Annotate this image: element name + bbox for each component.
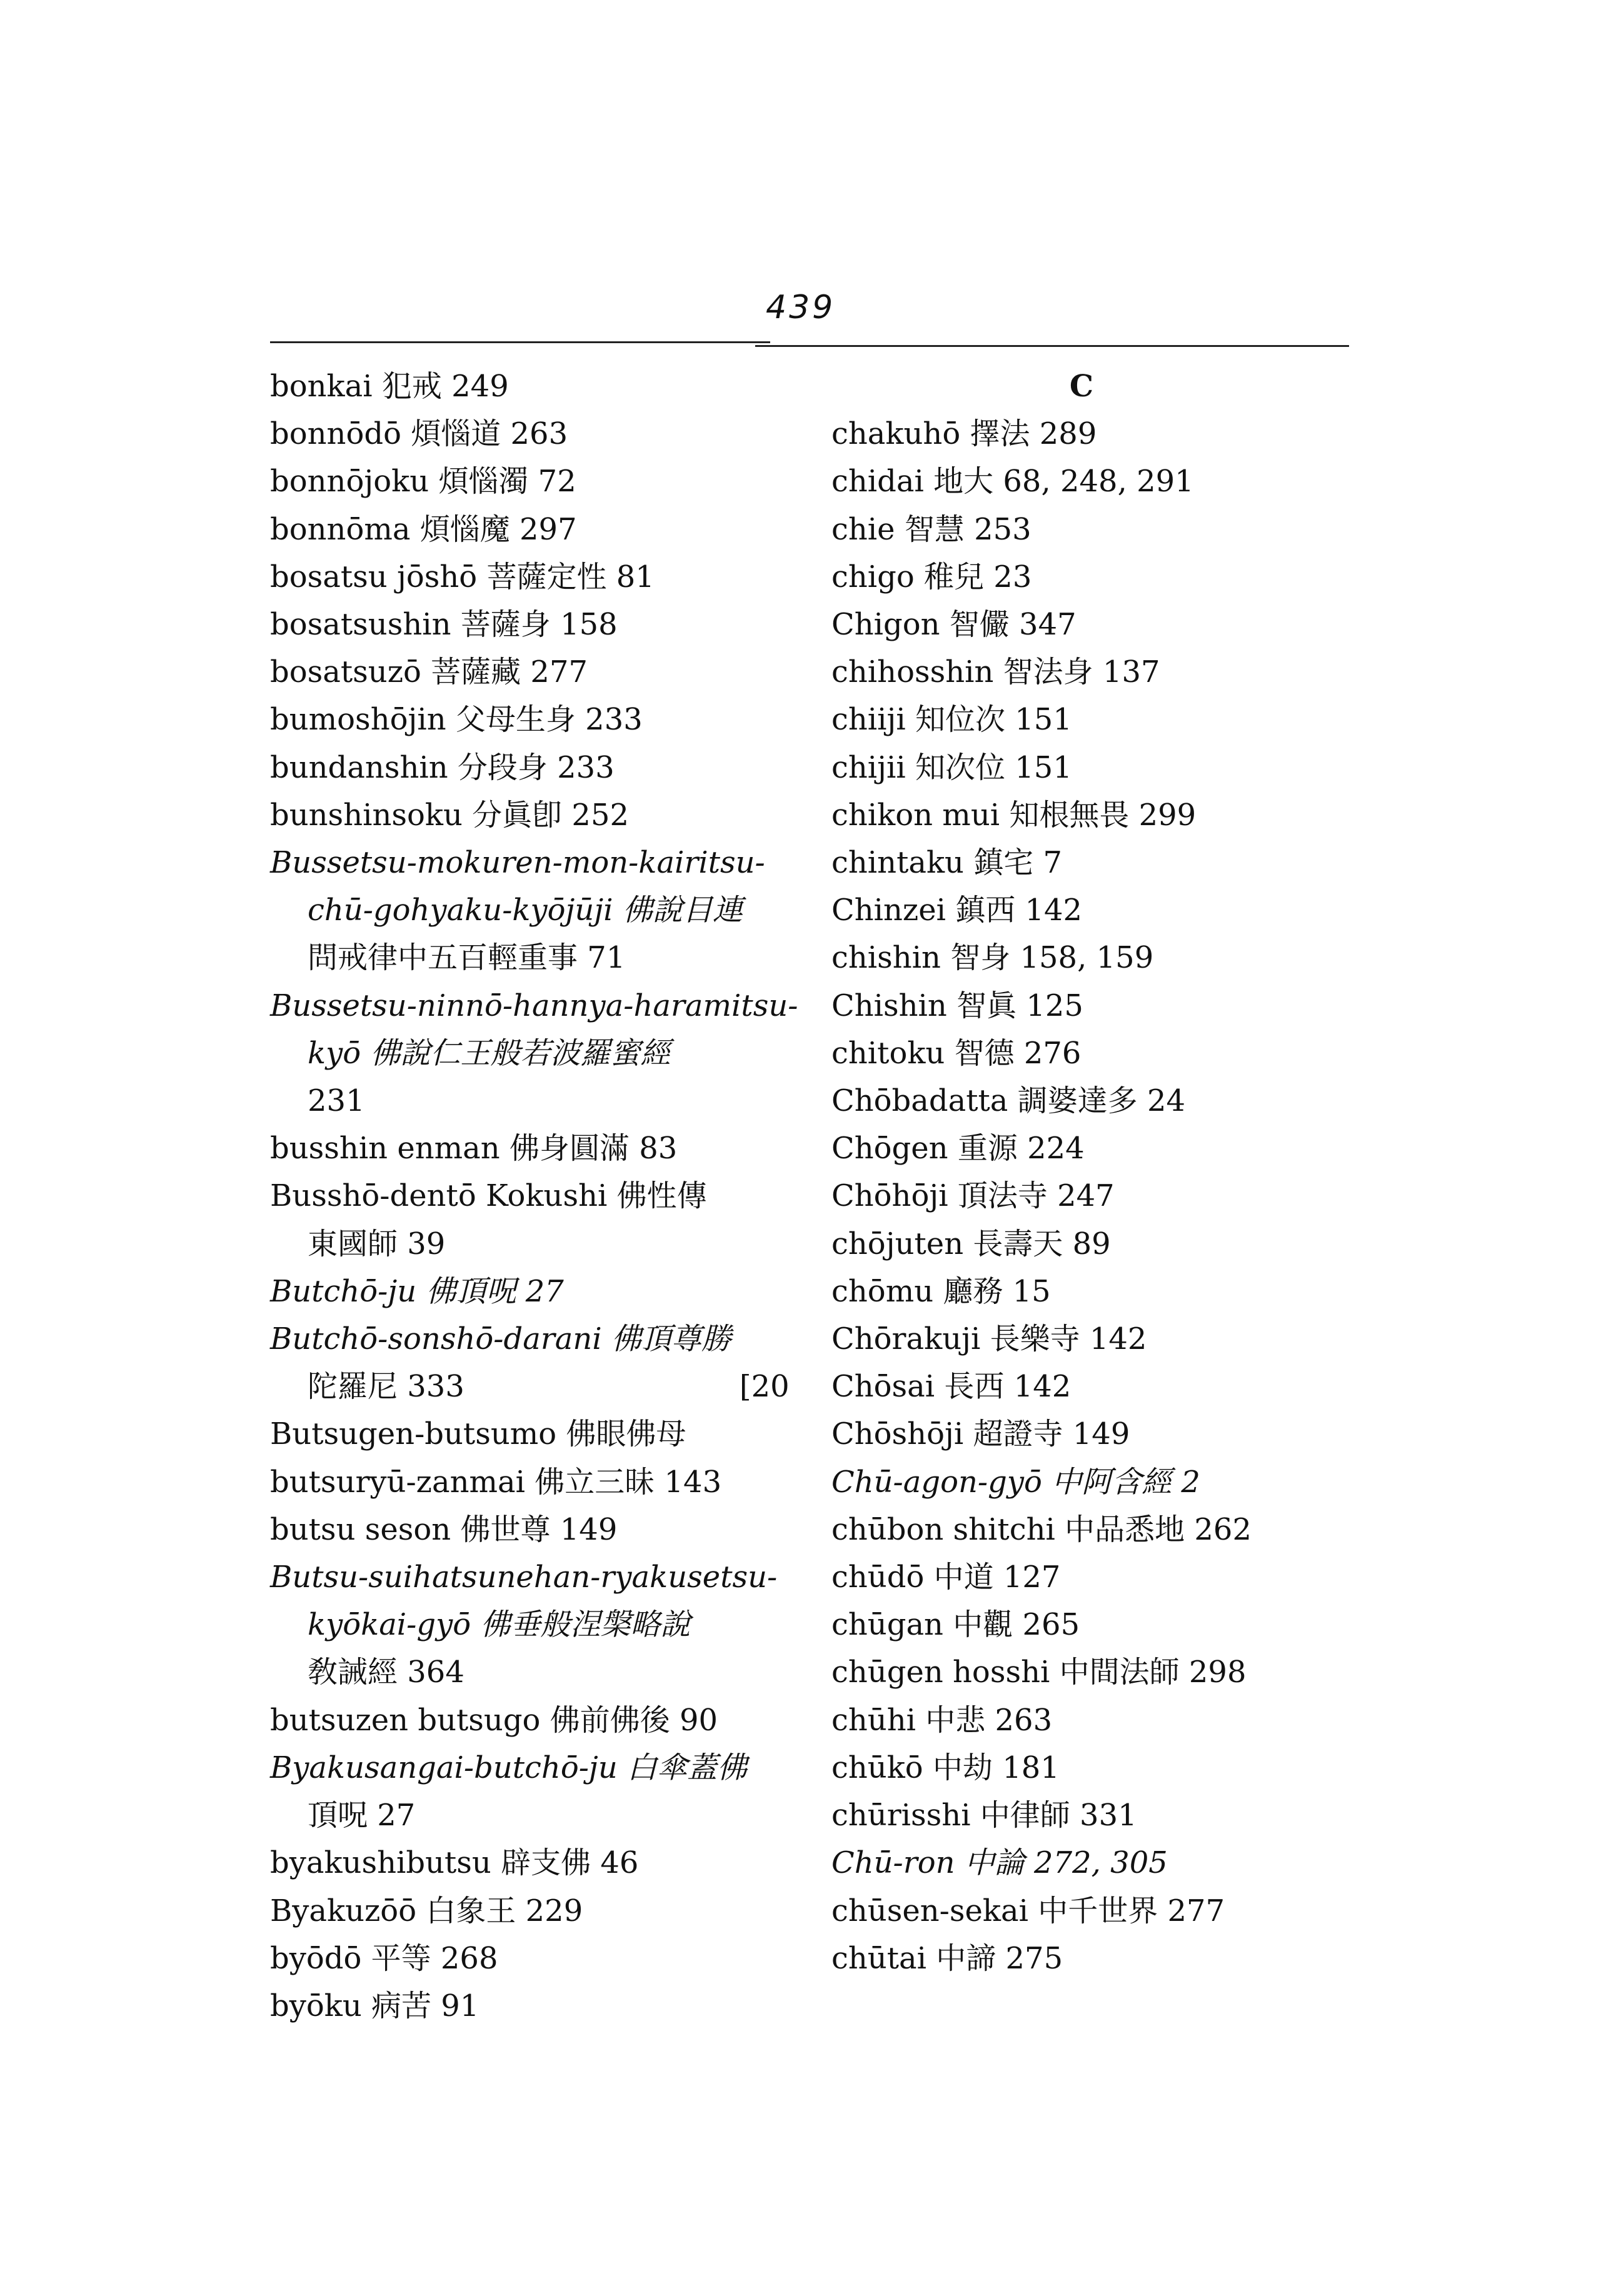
index-entry: Byakuzōō 白象王 229 [270,1893,583,1928]
index-entry: Bussetsu-ninnō-hannya-haramitsu- [270,988,798,1023]
index-entry-continued: 敎誡經 364 [308,1655,464,1690]
index-entry: bumoshōjin 父母生身 233 [270,702,643,738]
index-entry: chūhi 中悲 263 [831,1702,1053,1738]
index-entry-text: 陀羅尼 333 [308,1369,464,1405]
index-entry: bosatsushin 菩薩身 158 [270,607,618,643]
index-entry: chūtai 中諦 275 [831,1940,1063,1976]
index-entry: chishin 智身 158, 159 [831,940,1154,976]
index-entry: bonnōjoku 煩惱濁 72 [270,464,576,499]
index-entry: byōku 病苦 91 [270,1988,479,2023]
index-entry: bonkai 犯戒 249 [270,369,509,404]
index-entry: Chishin 智眞 125 [831,988,1083,1023]
index-column-left [270,363,820,2030]
index-entry: chintaku 鎮宅 7 [831,845,1063,881]
index-entry: chūgan 中觀 265 [831,1607,1080,1643]
index-entry: butsuzen butsugo 佛前佛後 90 [270,1702,718,1738]
index-entry-continued: 231 [308,1083,365,1119]
index-column-right [831,363,1407,1982]
index-entry: chūsen-sekai 中千世界 277 [831,1893,1225,1928]
index-entry: butsuryū-zanmai 佛立三昧 143 [270,1464,722,1500]
index-entry: chie 智慧 253 [831,511,1031,547]
index-entry: Butchō-ju 佛頂呪 27 [270,1273,564,1309]
index-entry: busshin enman 佛身圓滿 83 [270,1131,678,1166]
index-entry: chūgen hosshi 中間法師 298 [831,1655,1247,1690]
index-entry: bosatsuzō 菩薩藏 277 [270,654,588,690]
index-entry: Chū-agon-gyō 中阿含經 2 [831,1464,1200,1500]
index-entry: chōjuten 長壽天 89 [831,1226,1111,1261]
index-entry-continued [270,1363,820,1410]
index-entry: Chōsai 長西 142 [831,1369,1071,1405]
index-entry: Chinzei 鎮西 142 [831,893,1083,928]
index-entry: bonnōma 煩惱魔 297 [270,511,577,547]
index-entry: chikon mui 知根無畏 299 [831,797,1197,833]
index-entry: chigo 稚兒 23 [831,559,1032,594]
index-entry: byōdō 平等 268 [270,1940,498,1976]
index-entry: chūdō 中道 127 [831,1560,1061,1595]
header-rule-right [755,345,1349,347]
index-entry: Chōgen 重源 224 [831,1131,1085,1166]
index-entry: butsu seson 佛世尊 149 [270,1511,618,1547]
index-entry: bunshinsoku 分眞卽 252 [270,797,630,833]
index-entry: chōmu 廳務 15 [831,1273,1051,1309]
index-entry: Chōrakuji 長樂寺 142 [831,1321,1147,1357]
index-entry-continued: chū-gohyaku-kyōjūji 佛說目連 [308,893,743,928]
index-entry: chiiji 知位次 151 [831,702,1072,738]
index-entry: chūrisshi 中律師 331 [831,1798,1137,1833]
index-entry-continued: kyōkai-gyō 佛垂般涅槃略說 [308,1607,691,1643]
index-entry: Chigon 智儼 347 [831,607,1076,643]
index-entry: bosatsu jōshō 菩薩定性 81 [270,559,655,594]
index-entry-continued: 東國師 39 [308,1226,446,1261]
margin-fragment: [20 [739,1369,790,1405]
index-entry: Bussetsu-mokuren-mon-kairitsu- [270,845,765,881]
index-entry-continued: 問戒律中五百輕重事 71 [308,940,626,976]
index-entry: bonnōdō 煩惱道 263 [270,416,568,452]
index-entry: chitoku 智德 276 [831,1035,1082,1071]
index-entry-continued: 頂呪 27 [308,1798,416,1833]
index-entry: bundanshin 分段身 233 [270,749,615,785]
index-entry: Butsugen-butsumo 佛眼佛母 [270,1416,686,1452]
index-entry: Chōbadatta 調婆達多 24 [831,1083,1186,1119]
index-entry: chūbon shitchi 中品悉地 262 [831,1511,1252,1547]
index-entry: byakushibutsu 辟支佛 46 [270,1845,639,1881]
index-entry: chijii 知次位 151 [831,749,1072,785]
index-entry: chakuhō 擇法 289 [831,416,1097,452]
index-entry: chihosshin 智法身 137 [831,654,1160,690]
index-entry: chidai 地大 68, 248, 291 [831,464,1194,499]
index-entry: Busshō-dentō Kokushi 佛性傳 [270,1178,707,1214]
index-entry: Chōhōji 頂法寺 247 [831,1178,1115,1214]
index-entry: Butsu-suihatsunehan-ryakusetsu- [270,1560,778,1595]
index-entry: Chū-ron 中論 272, 305 [831,1845,1168,1881]
index-entry: Byakusangai-butchō-ju 白傘蓋佛 [270,1750,747,1785]
index-entry: Chōshōji 超證寺 149 [831,1416,1130,1452]
header-rule-left [270,341,770,343]
section-letter: C [1069,369,1094,404]
page-number: 439 [766,289,836,326]
index-entry: chūkō 中劫 181 [831,1750,1060,1785]
index-entry: Butchō-sonshō-darani 佛頂尊勝 [270,1321,731,1357]
index-entry-continued: kyō 佛說仁王般若波羅蜜經 [308,1035,671,1071]
